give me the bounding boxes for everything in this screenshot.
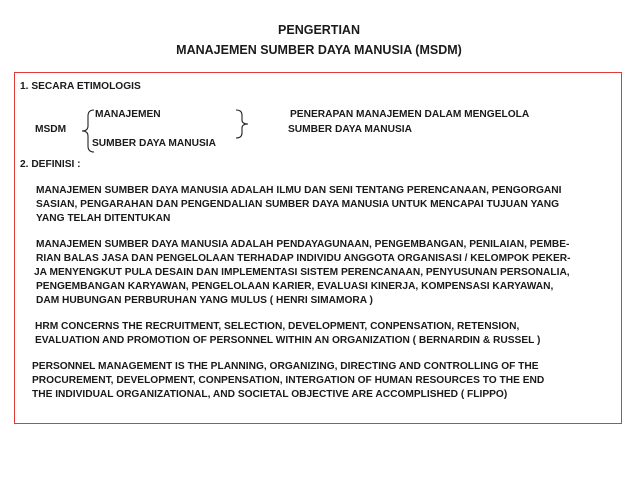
section1-number: 1. bbox=[20, 81, 29, 92]
right-brace-icon bbox=[234, 108, 250, 140]
definition2-line: PENGEMBANGAN KARYAWAN, PENGELOLAAN KARIER, EVALUASI KINERJA, KOMPENSASI KARYAWAN, bbox=[36, 281, 554, 292]
definition1-line: SASIAN, PENGARAHAN DAN PENGENDALIAN SUMBER DAYA MANUSIA UNTUK MENCAPAI TUJUAN YANG bbox=[36, 199, 559, 210]
definition3-line: EVALUATION AND PROMOTION OF PERSONNEL WITHIN AN ORGANIZATION ( BERNARDIN & RUSSEL ) bbox=[35, 335, 541, 346]
definition1-line: MANAJEMEN SUMBER DAYA MANUSIA ADALAH ILMU DAN SENI TENTANG PERENCANAAN, PENGORGANI bbox=[36, 185, 562, 196]
definition4-line: PERSONNEL MANAGEMENT IS THE PLANNING, ORGANIZING, DIRECTING AND CONTROLLING OF THE bbox=[32, 361, 539, 372]
page-subtitle: MANAJEMEN SUMBER DAYA MANUSIA (MSDM) bbox=[176, 43, 462, 57]
definition2-line: DAM HUBUNGAN PERBURUHAN YANG MULUS ( HENRI SIMAMORA ) bbox=[36, 295, 373, 306]
definition1-line: YANG TELAH DITENTUKAN bbox=[36, 213, 171, 224]
left-brace-icon bbox=[80, 108, 96, 154]
definition3-line: HRM CONCERNS THE RECRUITMENT, SELECTION, DEVELOPMENT, CONPENSATION, RETENSION, bbox=[35, 321, 520, 332]
etymology-part-sdm: SUMBER DAYA MANUSIA bbox=[92, 138, 216, 149]
section2-heading: 2. DEFINISI : bbox=[20, 159, 81, 170]
section1-title: SECARA ETIMOLOGIS bbox=[31, 81, 141, 92]
definition2-line: JA MENYENGKUT PULA DESAIN DAN IMPLEMENTASI SISTEM PERENCANAAN, PENYUSUNAN PERSONALIA, bbox=[34, 267, 570, 278]
page-title: PENGERTIAN bbox=[278, 23, 360, 37]
definition4-line: PROCUREMENT, DEVELOPMENT, CONPENSATION, INTERGATION OF HUMAN RESOURCES TO THE END bbox=[32, 375, 545, 386]
etymology-meaning-line1: PENERAPAN MANAJEMEN DALAM MENGELOLA bbox=[290, 109, 530, 120]
etymology-part-manajemen: MANAJEMEN bbox=[95, 109, 161, 120]
etymology-meaning-line2: SUMBER DAYA MANUSIA bbox=[288, 124, 412, 135]
definition2-line: RIAN BALAS JASA DAN PENGELOLAAN TERHADAP INDIVIDU ANGGOTA ORGANISASI / KELOMPOK PEKER- bbox=[36, 253, 571, 264]
etymology-term-msdm: MSDM bbox=[35, 124, 67, 135]
definition4-line: THE INDIVIDUAL ORGANIZATIONAL, AND SOCIETAL OBJECTIVE ARE ACCOMPLISHED ( FLIPPO) bbox=[32, 389, 508, 400]
definition2-line: MANAJEMEN SUMBER DAYA MANUSIA ADALAH PENDAYAGUNAAN, PENGEMBANGAN, PENILAIAN, PEMBE- bbox=[36, 239, 570, 250]
section1-heading bbox=[20, 80, 141, 93]
